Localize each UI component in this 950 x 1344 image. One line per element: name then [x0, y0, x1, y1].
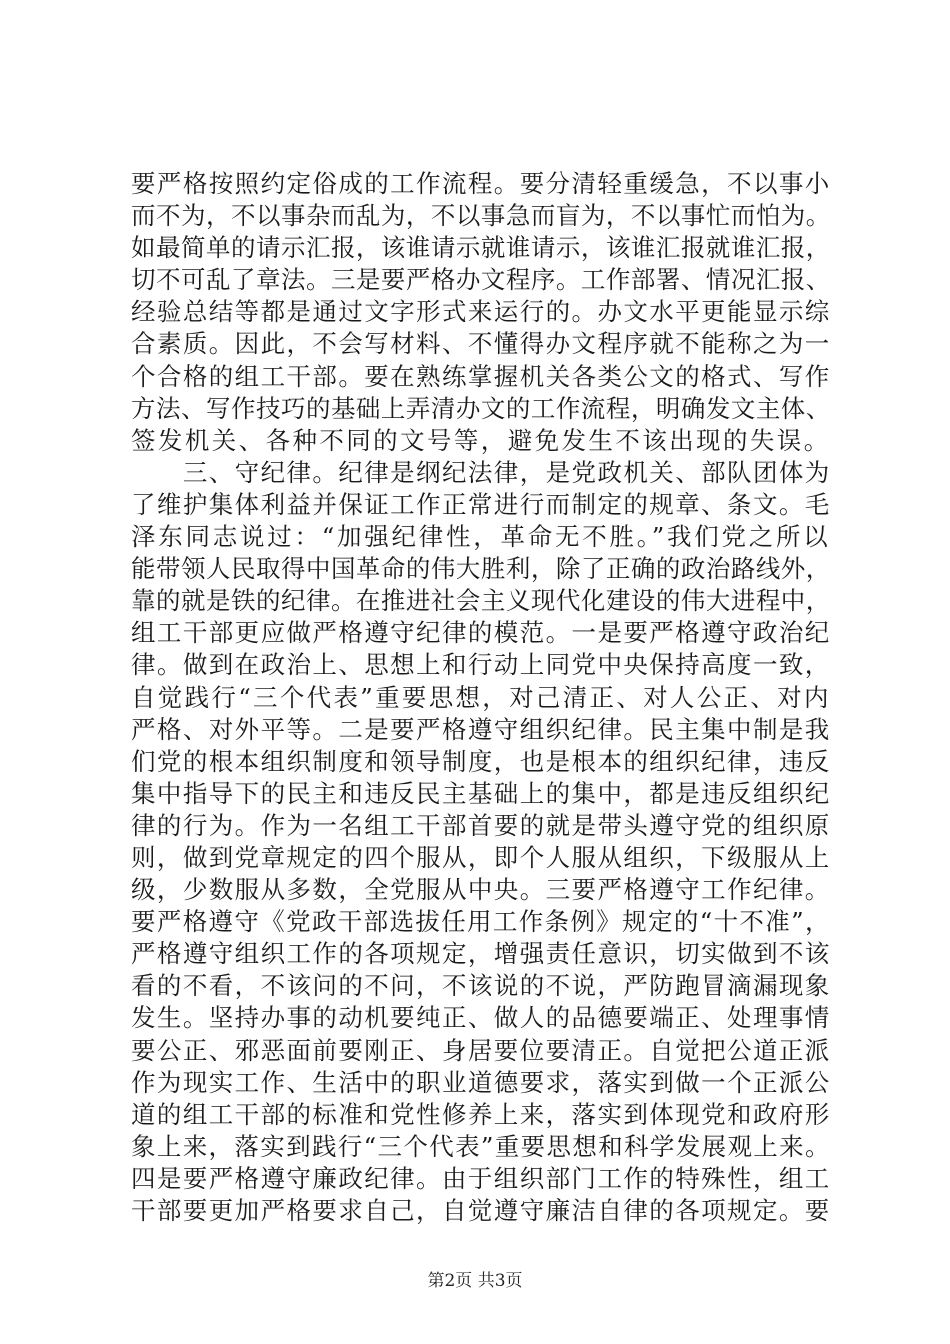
text-line: 要严格遵守《党政干部选拔任用工作条例》规定的“十不准”，: [131, 907, 831, 937]
text-line: 签发机关、各种不同的文号等，避免发生不该出现的失误。: [131, 425, 831, 455]
text-line: 经验总结等都是通过文字形式来运行的。办文水平更能显示综: [131, 297, 831, 327]
text-line: 律。做到在政治上、思想上和行动上同党中央保持高度一致，: [131, 650, 831, 680]
text-line: 了维护集体利益并保证工作正常进行而制定的规章、条文。毛: [131, 489, 831, 519]
text-line: 个合格的组工干部。要在熟练掌握机关各类公文的格式、写作: [131, 361, 831, 391]
body-text: [131, 168, 831, 1227]
text-line: 四是要严格遵守廉政纪律。由于组织部门工作的特殊性，组工: [131, 1163, 831, 1193]
text-line: 而不为，不以事杂而乱为，不以事急而盲为，不以事忙而怕为。: [131, 201, 831, 231]
text-line: 要严格按照约定俗成的工作流程。要分清轻重缓急，不以事小: [131, 169, 831, 198]
text-line: 道的组工干部的标准和党性修养上来，落实到体现党和政府形: [131, 1099, 831, 1129]
text-line: 自觉践行“三个代表”重要思想，对己清正、对人公正、对内: [131, 682, 831, 712]
text-line: 严格、对外平等。二是要严格遵守组织纪律。民主集中制是我: [131, 714, 831, 744]
text-line: 干部要更加严格要求自己，自觉遵守廉洁自律的各项规定。要: [131, 1196, 831, 1225]
text-line: 泽东同志说过：“加强纪律性，革命无不胜。”我们党之所以: [131, 522, 831, 552]
text-line: 象上来，落实到践行“三个代表”重要思想和科学发展观上来。: [131, 1131, 831, 1161]
page-footer: 第2页 共3页: [427, 1271, 523, 1291]
text-line: 严格遵守组织工作的各项规定，增强责任意识，切实做到不该: [131, 939, 831, 969]
text-line: 靠的就是铁的纪律。在推进社会主义现代化建设的伟大进程中，: [131, 586, 831, 616]
text-line: 律的行为。作为一名组工干部首要的就是带头遵守党的组织原: [131, 810, 831, 840]
text-line: 们党的根本组织制度和领导制度，也是根本的组织纪律，违反: [131, 746, 831, 776]
text-line: 能带领人民取得中国革命的伟大胜利，除了正确的政治路线外，: [131, 554, 831, 584]
text-line: 组工干部更应做严格遵守纪律的模范。一是要严格遵守政治纪: [131, 618, 831, 648]
text-line: 切不可乱了章法。三是要严格办文程序。工作部署、情况汇报、: [131, 265, 831, 295]
text-line: 如最简单的请示汇报，该谁请示就谁请示，该谁汇报就谁汇报，: [131, 233, 831, 263]
text-line: 发生。坚持办事的动机要纯正、做人的品德要端正、处理事情: [131, 1003, 831, 1033]
text-line: 合素质。因此，不会写材料、不懂得办文程序就不能称之为一: [131, 329, 831, 359]
text-line: 作为现实工作、生活中的职业道德要求，落实到做一个正派公: [131, 1067, 831, 1097]
text-line: 集中指导下的民主和违反民主基础上的集中，都是违反组织纪: [131, 778, 831, 808]
text-line: 则，做到党章规定的四个服从，即个人服从组织，下级服从上: [131, 842, 831, 872]
text-line: 级，少数服从多数，全党服从中央。三要严格遵守工作纪律。: [131, 875, 831, 905]
text-line: 看的不看，不该问的不问，不该说的不说，严防跑冒滴漏现象: [131, 971, 831, 1001]
text-line: 要公正、邪恶面前要刚正、身居要位要清正。自觉把公道正派: [131, 1035, 831, 1065]
text-line: 三、守纪律。纪律是纲纪法律，是党政机关、部队团体为: [131, 457, 831, 487]
text-line: 方法、写作技巧的基础上弄清办文的工作流程，明确发文主体、: [131, 393, 831, 423]
